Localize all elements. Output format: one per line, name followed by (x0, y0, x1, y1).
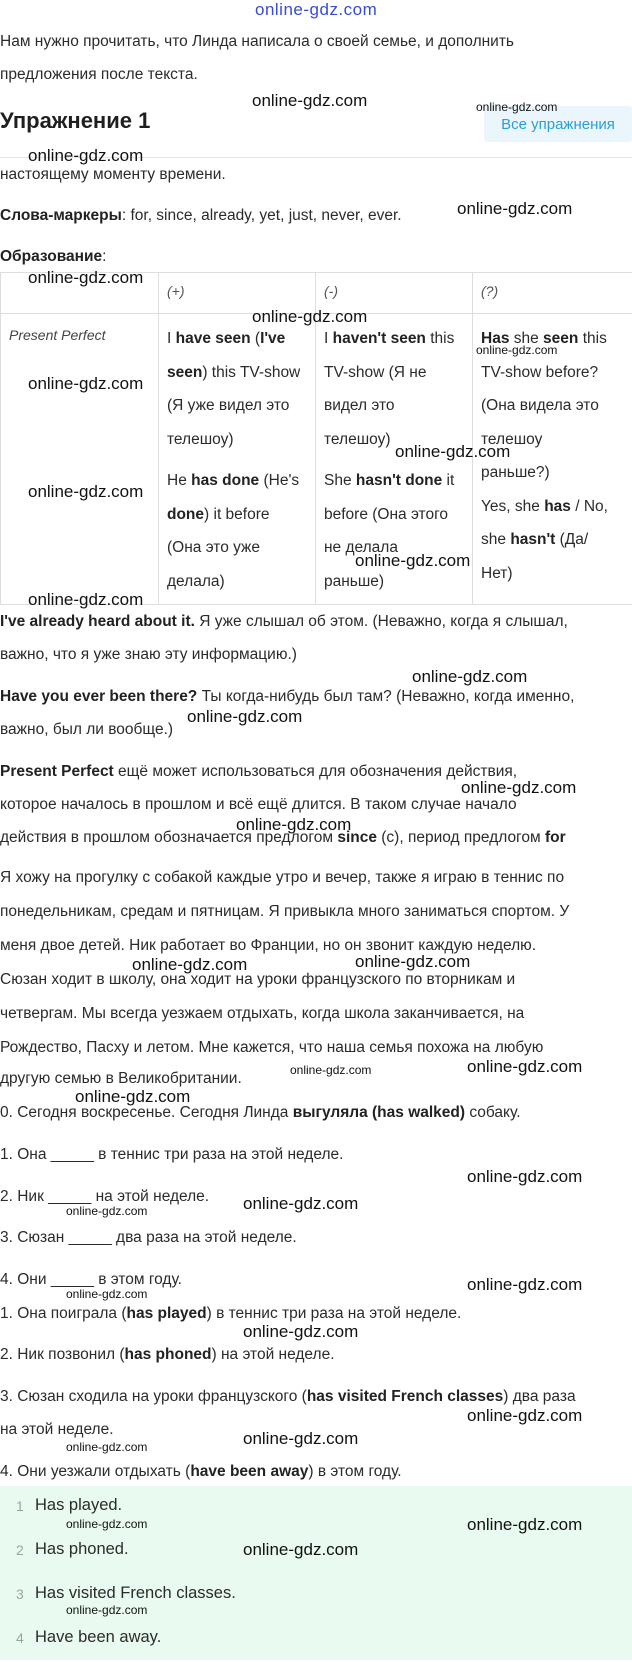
theory-line: настоящему моменту времени. (0, 166, 226, 184)
solution-line-2: 2. Ник позвонил (has phoned) на этой неделе. (0, 1346, 335, 1364)
task-sentence-4: 4. Они _____ в этом году. (0, 1271, 182, 1289)
watermark: online-gdz.com (395, 442, 510, 462)
watermark: online-gdz.com (467, 1057, 582, 1077)
answer-text: Have been away. (35, 1628, 161, 1647)
watermark: online-gdz.com (236, 815, 351, 835)
task-sentence-1: 1. Она _____ в теннис три раза на этой неделе. (0, 1146, 343, 1164)
answer-number: 3 (16, 1586, 24, 1602)
watermark: online-gdz.com (467, 1406, 582, 1426)
story-line: понедельникам, средам и пятницам. Я привыкла много заниматься спортом. У (0, 903, 569, 921)
formation-line (0, 248, 106, 266)
answer-number: 2 (16, 1542, 24, 1558)
watermark: online-gdz.com (132, 955, 247, 975)
watermark: online-gdz.com (467, 1167, 582, 1187)
markers-line (0, 207, 402, 225)
formation-colon: : (102, 248, 106, 265)
answer-text: Has visited French classes. (35, 1584, 236, 1603)
story-line: четвергам. Мы всегда уезжаем отдыхать, когда школа заканчивается, на (0, 1005, 524, 1023)
intro-line-2: предложения после текста. (0, 66, 198, 84)
watermark: online-gdz.com (476, 343, 557, 357)
watermark: online-gdz.com (28, 146, 143, 166)
watermark: online-gdz.com (355, 551, 470, 571)
watermark: online-gdz.com (252, 307, 367, 327)
intro-line-1: Нам нужно прочитать, что Линда написала о своей семье, и дополнить (0, 33, 514, 51)
watermark: online-gdz.com (476, 100, 557, 114)
watermark: online-gdz.com (28, 374, 143, 394)
solution-line-4: 4. Они уезжали отдыхать (have been away) в этом году. (0, 1463, 402, 1481)
cell-question: Has she seen this TV-show before? (Она видела это телешоу раньше?) Yes, she has / No, she hasn't (Да/ Нет) (473, 314, 632, 605)
watermark: online-gdz.com (28, 482, 143, 502)
answer-text: Has played. (35, 1496, 122, 1515)
story-line: Я хожу на прогулку с собакой каждые утро и вечер, также я играю в теннис по (0, 869, 564, 887)
task-sentence-3: 3. Сюзан _____ два раза на этой неделе. (0, 1229, 297, 1247)
answer-number: 4 (16, 1630, 24, 1646)
answers-box (0, 1486, 632, 1660)
table-row (1, 314, 632, 605)
watermark: online-gdz.com (243, 1540, 358, 1560)
watermark: online-gdz.com (457, 199, 572, 219)
watermark: online-gdz.com (66, 1204, 147, 1218)
story-line: Сюзан ходит в школу, она ходит на уроки французского по вторникам и (0, 971, 515, 989)
answer-item (0, 1618, 632, 1662)
story-line: другую семью в Великобритании. (0, 1070, 242, 1088)
example-2: Have you ever been there? Ты когда-нибудь был там? (Неважно, когда именно, (0, 688, 574, 706)
task-sentence-2: 2. Ник _____ на этой неделе. (0, 1188, 209, 1206)
watermark: online-gdz.com (66, 1287, 147, 1301)
cell-plus: I have seen (I've seen) this TV-show (Я уже видел это телешоу) He has done (He's done) it before (Она это уже делала) (159, 314, 316, 605)
watermark: online-gdz.com (243, 1194, 358, 1214)
watermark: online-gdz.com (467, 1515, 582, 1535)
watermark: online-gdz.com (412, 667, 527, 687)
markers-label: Слова-маркеры (0, 207, 122, 224)
table-header-question: (?) (473, 273, 632, 314)
example-1-cont: важно, что я уже знаю эту информацию.) (0, 646, 297, 664)
markers-text: : for, since, already, yet, just, never, ever. (122, 207, 402, 224)
watermark: online-gdz.com (66, 1517, 147, 1531)
watermark: online-gdz.com (28, 590, 143, 610)
answer-text: Has phoned. (35, 1540, 129, 1559)
solution-line-3: 3. Сюзан сходила на уроки французского (has visited French classes) два раза (0, 1388, 576, 1406)
all-exercises-button[interactable]: Все упражнения (484, 106, 632, 142)
watermark: online-gdz.com (243, 1322, 358, 1342)
pp-note-3: действия в прошлом обозначается предлогом since (с), период предлогом for (0, 829, 566, 847)
example-2-cont: важно, был ли вообще.) (0, 721, 173, 739)
watermark: online-gdz.com (66, 1440, 147, 1454)
watermark: online-gdz.com (252, 91, 367, 111)
solution-line-3-cont: на этой неделе. (0, 1421, 114, 1439)
solution-line-1: 1. Она поиграла (has played) в теннис три раза на этой неделе. (0, 1305, 461, 1323)
answer-number: 1 (16, 1498, 24, 1514)
row-label: Present Perfect (1, 314, 159, 605)
watermark: online-gdz.com (28, 268, 143, 288)
pp-note-2: которое началось в прошлом и всё ещё длится. В таком случае начало (0, 796, 517, 814)
watermark: online-gdz.com (467, 1275, 582, 1295)
watermark: online-gdz.com (187, 707, 302, 727)
example-1: I've already heard about it. Я уже слышал об этом. (Неважно, когда я слышал, (0, 613, 568, 631)
watermark: online-gdz.com (75, 1087, 190, 1107)
cell-minus: I haven't seen this TV-show (Я не видел это телешоу) She hasn't done it before (Она этого не делала раньше) (316, 314, 473, 605)
watermark: online-gdz.com (355, 952, 470, 972)
watermark: online-gdz.com (461, 778, 576, 798)
site-watermark-top: online-gdz.com (255, 0, 377, 20)
table-header-plus: (+) (159, 273, 316, 314)
watermark: online-gdz.com (243, 1429, 358, 1449)
task-sentence-0: 0. Сегодня воскресенье. Сегодня Линда выгуляла (has walked) собаку. (0, 1104, 521, 1122)
watermark: online-gdz.com (66, 1603, 147, 1617)
story-line: Рождество, Пасху и летом. Мне кажется, что наша семья похожа на любую (0, 1039, 543, 1057)
watermark: online-gdz.com (290, 1063, 371, 1077)
formation-label: Образование (0, 248, 102, 265)
story-line: меня двое детей. Ник работает во Франции, но он звонит каждую неделю. (0, 937, 536, 955)
pp-note-1: Present Perfect ещё может использоваться для обозначения действия, (0, 763, 517, 781)
exercise-title: Упражнение 1 (0, 108, 150, 134)
table-header-minus: (-) (316, 273, 473, 314)
